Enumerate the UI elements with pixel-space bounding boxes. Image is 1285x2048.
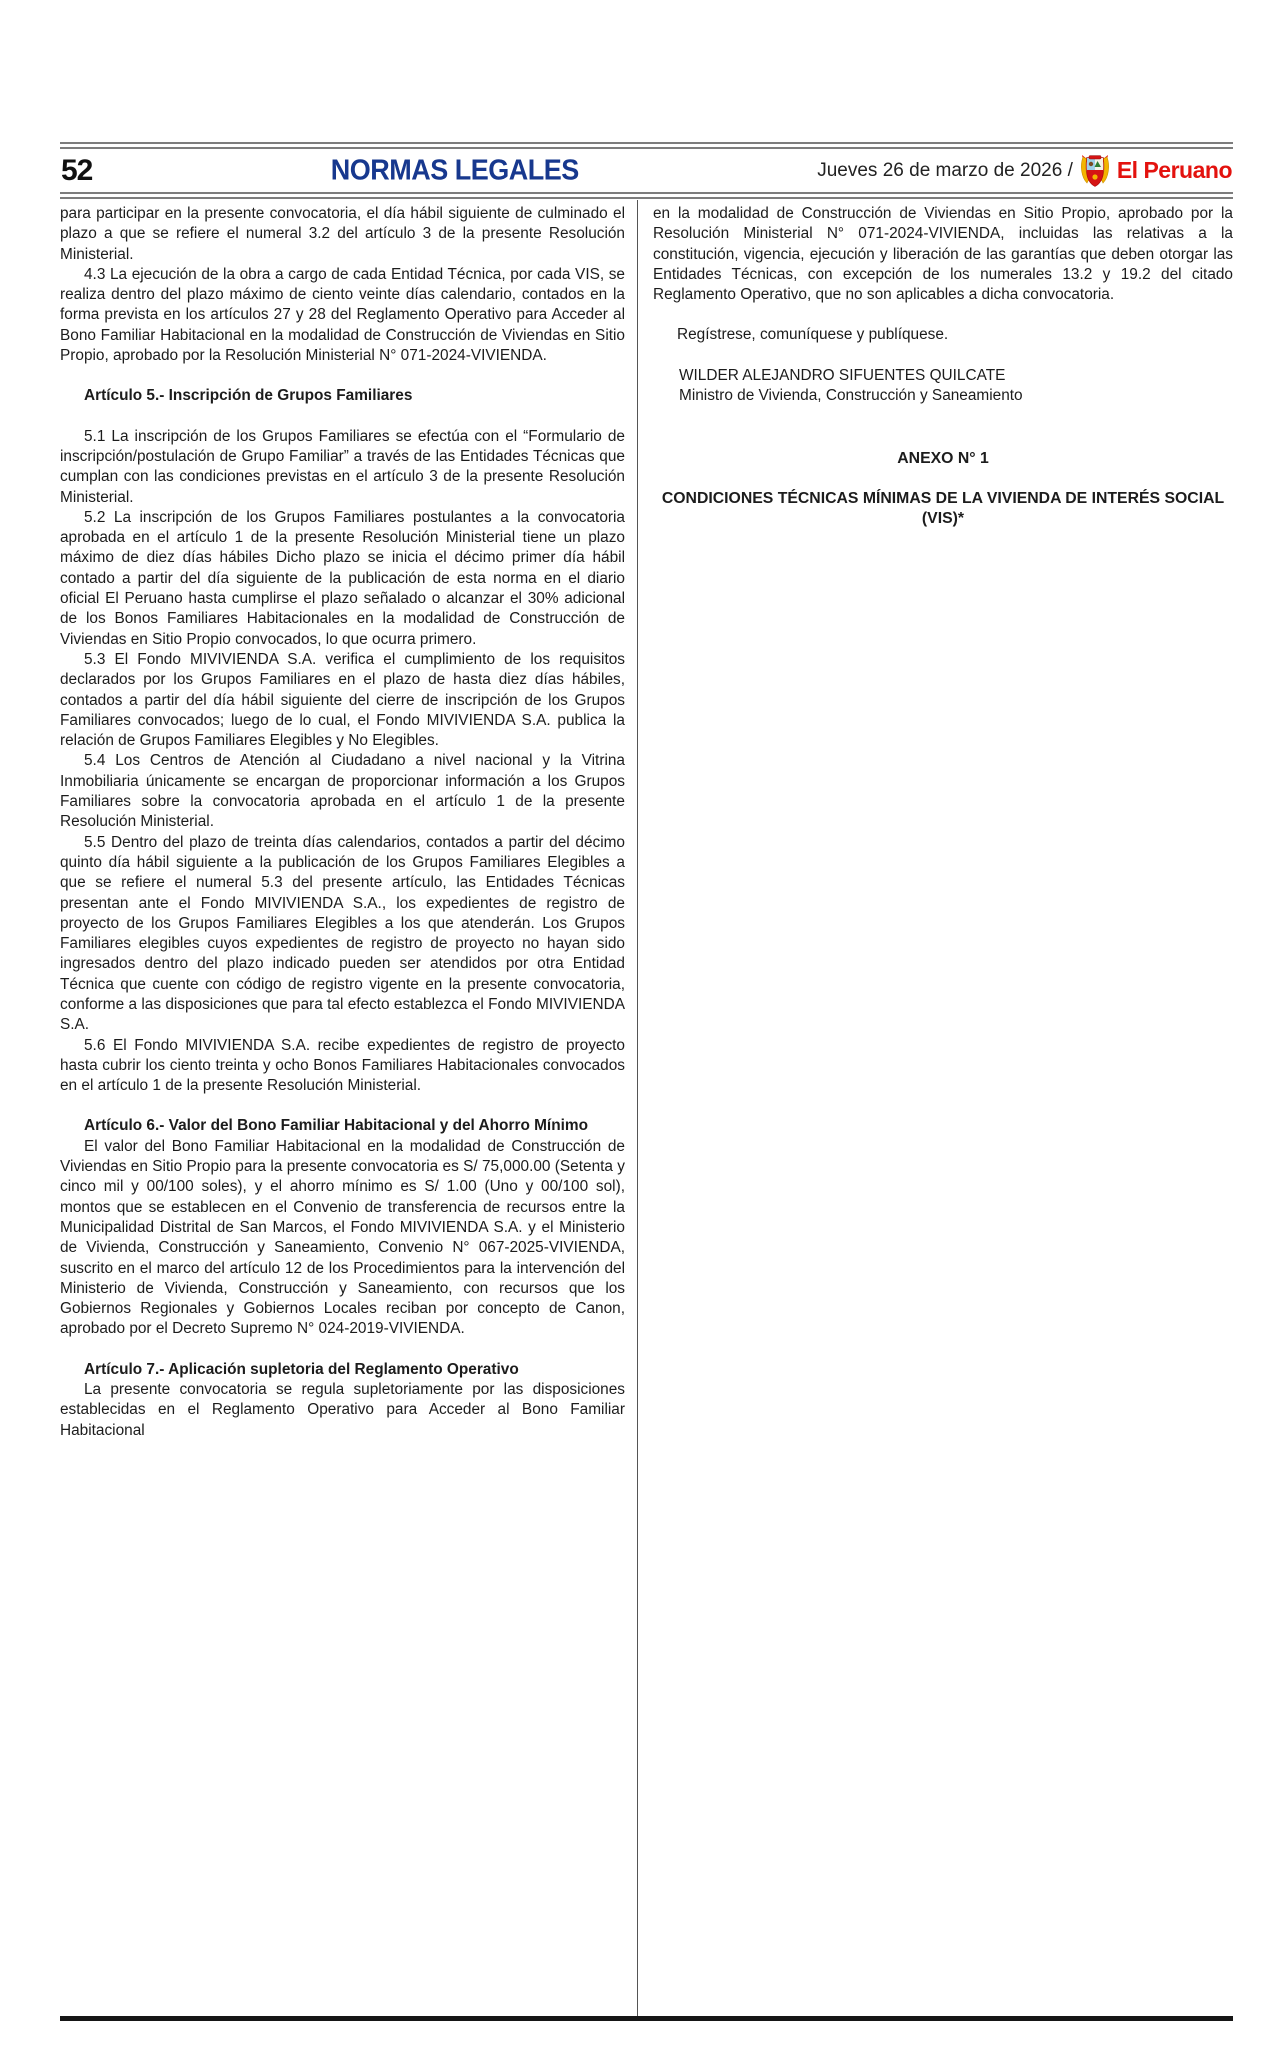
left-column-paragraph: 5.3 El Fondo MIVIVIENDA S.A. verifica el cumplimiento de los requisitos declarados por los Grupos Familiares en el plazo de hasta diez días hábiles, contados a partir del día hábil siguiente del cierre de inscripción de los Grupos Familiares convocados; luego de lo cual, el Fondo MIVIVIENDA S.A. publica la relación de Grupos Familiares Elegibles y No Elegibles.	[60, 650, 625, 750]
date-line: Jueves 26 de marzo de 2026 /	[817, 159, 1073, 181]
left-column-paragraph: 5.2 La inscripción de los Grupos Familiares postulantes a la convocatoria aprobada en el artículo 1 de la presente Resolución Ministerial tiene un plazo máximo de diez días hábiles Dicho plazo se inicia el décimo primer día hábil contado a partir del día siguiente de la publicación de esta norma en el diario oficial El Peruano hasta cumplirse el plazo señalado o alcanzar el 30% adicional de los Bonos Familiares Habitacionales en la modalidad de Construcción de Viviendas en Sitio Propio convocados, lo que ocurra primero.	[60, 508, 625, 648]
left-column-paragraph: 5.4 Los Centros de Atención al Ciudadano a nivel nacional y la Vitrina Inmobiliaria únicamente se encargan de proporcionar información a los Grupos Familiares sobre la convocatoria aprobada en el artículo 1 de la presente Resolución Ministerial.	[60, 752, 625, 831]
signature-title: Ministro de Vivienda, Construcción y Saneamiento	[679, 387, 1023, 405]
left-column-paragraph: Artículo 5.- Inscripción de Grupos Familiares	[84, 387, 413, 405]
annex-subtitle: CONDICIONES TÉCNICAS MÍNIMAS DE LA VIVIENDA DE INTERÉS SOCIAL (VIS)*	[661, 490, 1225, 528]
signature-name: WILDER ALEJANDRO SIFUENTES QUILCATE	[679, 366, 1006, 384]
signature-block	[653, 366, 1233, 407]
coat-of-arms-icon	[1079, 153, 1111, 189]
annex-title: ANEXO N° 1	[897, 450, 989, 468]
left-column-paragraph: 5.6 El Fondo MIVIVIENDA S.A. recibe expedientes de registro de proyecto hasta cubrir los ciento treinta y ocho Bonos Familiares Habitacionales convocados en el artículo 1 de la presente Resolución Ministerial.	[60, 1036, 625, 1095]
left-column-paragraph: El valor del Bono Familiar Habitacional en la modalidad de Construcción de Viviendas en Sitio Propio para la presente convocatoria es S/ 75,000.00 (Setenta y cinco mil y 00/100 soles), y el ahorro mínimo es S/ 1.00 (Uno y 00/100 sol), montos que se establecen en el Convenio de transferencia de recursos entre la Municipalidad Distrital de San Marcos, el Fondo MIVIVIENDA S.A. y el Ministerio de Vivienda, Construcción y Saneamiento, Convenio N° 067-2025-VIVIENDA, suscrito en el marco del artículo 12 de los Procedimientos para la intervención del Ministerio de Vivienda, Construcción y Saneamiento, con recursos que los Gobiernos Regionales y Gobiernos Locales reciban por concepto de Canon, aprobado por el Decreto Supremo N° 024-2019-VIVIENDA.	[60, 1137, 625, 1338]
page-bottom-rule	[60, 2016, 1233, 2021]
masthead-top-rule	[60, 142, 1233, 149]
left-column-paragraph: 5.1 La inscripción de los Grupos Familiares se efectúa con el “Formulario de inscripción/postulación de Grupo Familiar” a través de las Entidades Técnicas que cumplan con las condiciones previstas en el artículo 3 de la presente Resolución Ministerial.	[60, 427, 625, 506]
section-title: NORMAS LEGALES	[330, 154, 579, 186]
masthead-bottom-rule	[60, 192, 1233, 199]
left-column	[60, 200, 637, 2016]
right-column-paragraph: Regístrese, comuníquese y publíquese.	[677, 326, 949, 344]
left-column-paragraph: La presente convocatoria se regula supletoriamente por las disposiciones establecidas en el Reglamento Operativo para Acceder al Bono Familiar Habitacional	[60, 1381, 625, 1439]
left-column-paragraph: Artículo 6.- Valor del Bono Familiar Habitacional y del Ahorro Mínimo	[84, 1117, 588, 1135]
left-column-paragraph: 4.3 La ejecución de la obra a cargo de cada Entidad Técnica, por cada VIS, se realiza dentro del plazo máximo de ciento veinte días calendario, contados en la forma prevista en los artículos 27 y 28 del Reglamento Operativo para Acceder al Bono Familiar Habitacional en la modalidad de Construcción de Viviendas en Sitio Propio, aprobado por la Resolución Ministerial N° 071-2024-VIVIENDA.	[60, 265, 625, 365]
left-column-paragraph: para participar en la presente convocatoria, el día hábil siguiente de culminado el plazo a que se refiere el numeral 3.2 del artículo 3 de la presente Resolución Ministerial.	[60, 205, 625, 263]
page-body	[60, 200, 1233, 2016]
right-column	[637, 200, 1233, 2016]
left-column-paragraph: 5.5 Dentro del plazo de treinta días calendarios, contados a partir del décimo quinto día hábil siguiente a la publicación de los Grupos Familiares Elegibles a que se refiere el numeral 5.3 del presente artículo, las Entidades Técnicas presentan ante el Fondo MIVIVIENDA S.A., los expedientes de registro de proyecto de los Grupos Familiares Elegibles a los que atenderán. Los Grupos Familiares elegibles cuyos expedientes de registro de proyecto no hayan sido ingresados dentro del plazo indicado pueden ser atendidos por otra Entidad Técnica que cuente con código de registro vigente en la presente convocatoria, conforme a las disposiciones que para tal efecto establezca el Fondo MIVIVIENDA S.A.	[60, 833, 625, 1034]
right-column-text	[653, 204, 1233, 346]
left-column-paragraph: Artículo 7.- Aplicación supletoria del Reglamento Operativo	[84, 1360, 519, 1378]
brand-logo-text: El Peruano	[1116, 157, 1232, 183]
masthead	[60, 142, 1233, 199]
right-column-paragraph: en la modalidad de Construcción de Viviendas en Sitio Propio, aprobado por la Resolución Ministerial N° 071-2024-VIVIENDA, incluidas las relativas a la constitución, vigencia, ejecución y liberación de las garantías que deben otorgar las Entidades Técnicas, con excepción de los numerales 13.2 y 19.2 del citado Reglamento Operativo, que no son aplicables a dicha convocatoria.	[653, 205, 1233, 304]
page-number: 52	[61, 153, 93, 187]
